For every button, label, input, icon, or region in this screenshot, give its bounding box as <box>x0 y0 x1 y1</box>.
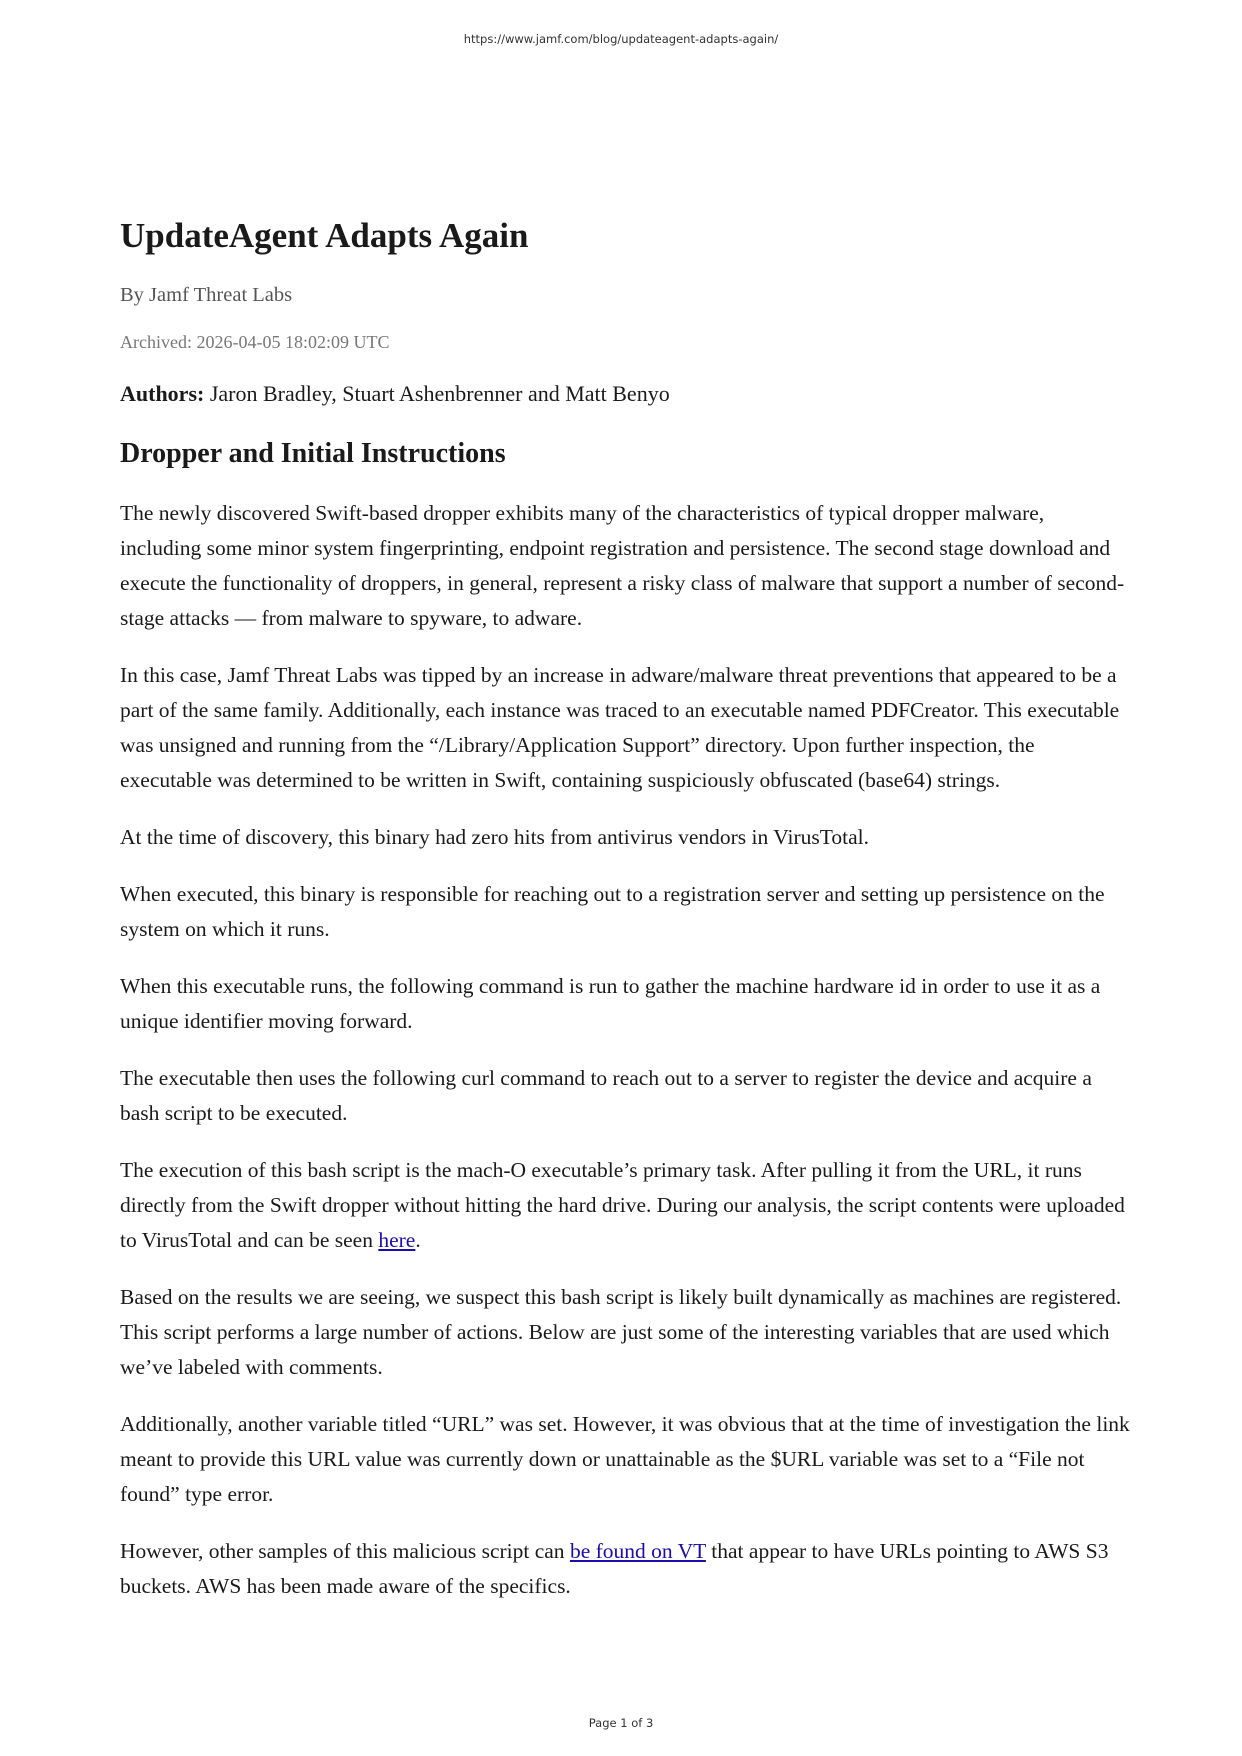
paragraph-1: The newly discovered Swift-based dropper exhibits many of the characteristics of typical dropper malware, including some minor system fingerprinting, endpoint registration and persistence. The second stage download and execute the functionality of droppers, in general, represent a risky class of malware that support a number of second-stage attacks — from malware to spyware, to adware. <box>120 501 1125 630</box>
paragraph-10-text: However, other samples of this malicious script can <box>120 1539 570 1563</box>
paragraph-7-end: . <box>415 1228 421 1252</box>
authors-line <box>120 379 1130 409</box>
paragraph-7-text: The execution of this bash script is the mach-O executable’s primary task. After pulling it from the URL, it runs directly from the Swift dropper without hitting the hard drive. During our analysis, the script contents were uploaded to VirusTotal and can be seen <box>120 1158 1125 1252</box>
article-title: UpdateAgent Adapts Again <box>120 216 529 255</box>
paragraph-5: When this executable runs, the following command is run to gather the machine hardware id in order to use it as a unique identifier moving forward. <box>120 974 1101 1033</box>
paragraph-10 <box>120 1534 1130 1604</box>
authors-names: Jaron Bradley, Stuart Ashenbrenner and Matt Benyo <box>204 381 670 406</box>
paragraph-2: In this case, Jamf Threat Labs was tipped by an increase in adware/malware threat preventions that appeared to be a part of the same family. Additionally, each instance was traced to an executable named PDFCreator. This executable was unsigned and running from the “/Library/Application Support” directory. Upon further inspection, the executable was determined to be written in Swift, containing suspiciously obfuscated (base64) strings. <box>120 663 1120 792</box>
archived-timestamp: Archived: 2026-04-05 18:02:09 UTC <box>120 332 390 352</box>
paragraph-9: Additionally, another variable titled “URL” was set. However, it was obvious that at the time of investigation the link meant to provide this URL value was currently down or unattainable as the $URL variable was set to a “File not found” type error. <box>120 1412 1130 1506</box>
paragraph-10-end: that appear to have URLs pointing to AWS S3 buckets. AWS has been made aware of the specifics. <box>120 1539 1109 1598</box>
paragraph-4: When executed, this binary is responsible for reaching out to a registration server and setting up persistence on the system on which it runs. <box>120 882 1105 941</box>
page-url: https://www.jamf.com/blog/updateagent-adapts-again/ <box>463 32 779 46</box>
be-found-on-vt-link[interactable]: be found on VT <box>569 1539 706 1563</box>
byline: By Jamf Threat Labs <box>120 284 293 306</box>
paragraph-7 <box>120 1153 1130 1258</box>
paragraph-8: Based on the results we are seeing, we suspect this bash script is likely built dynamically as machines are registered. This script performs a large number of actions. Below are just some of the interesting variables that are used which we’ve labeled with comments. <box>120 1285 1122 1379</box>
authors-label: Authors: <box>120 381 205 406</box>
here-link[interactable]: here <box>378 1228 416 1252</box>
paragraph-3: At the time of discovery, this binary had zero hits from antivirus vendors in VirusTotal. <box>120 825 869 849</box>
article <box>120 212 1130 1604</box>
section-heading: Dropper and Initial Instructions <box>120 438 506 469</box>
paragraph-6: The executable then uses the following curl command to reach out to a server to register the device and acquire a bash script to be executed. <box>120 1066 1092 1125</box>
page-number: Page 1 of 3 <box>588 1716 654 1730</box>
